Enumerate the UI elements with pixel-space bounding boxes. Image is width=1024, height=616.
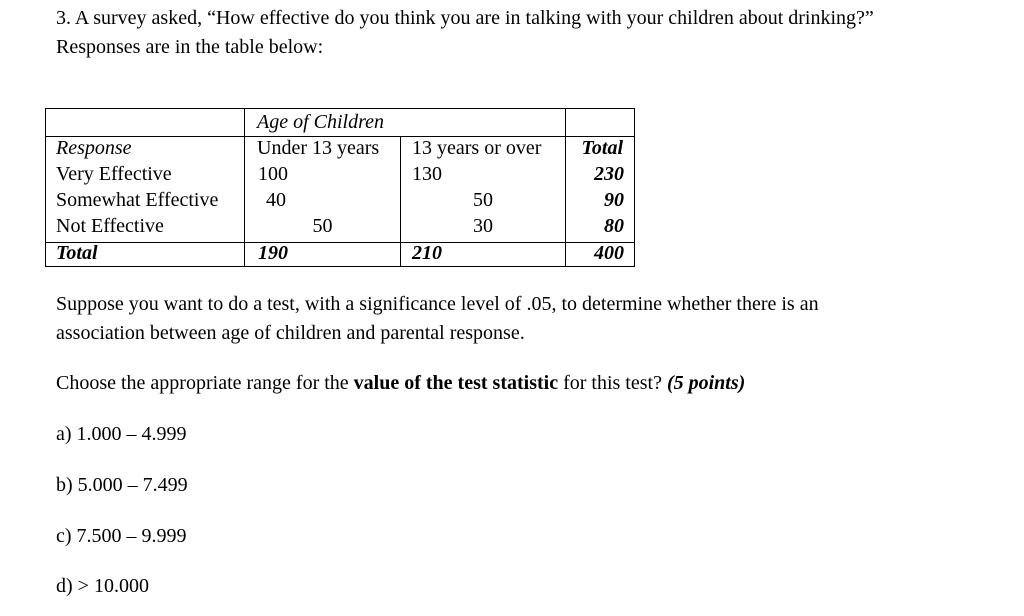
prompt-mid: for this test? <box>558 372 667 394</box>
choice-d[interactable]: d) > 10.000 <box>56 575 149 597</box>
points-label: (5 points) <box>666 372 746 394</box>
table-header-over13: 13 years or over <box>412 137 542 159</box>
table-cell-under13: 100 <box>258 163 288 185</box>
table-row-label: Not Effective <box>56 215 164 237</box>
table-cell-total: 80 <box>604 215 624 237</box>
table-header-total: Total <box>581 137 623 159</box>
table-total-label: Total <box>56 242 98 264</box>
table-cell-under13: 40 <box>266 189 286 211</box>
table-row-label: Very Effective <box>56 163 172 185</box>
table-cell-total: 230 <box>594 163 624 185</box>
table-cell-over13: 50 <box>473 189 493 211</box>
prompt-prefix: Choose the appropriate range for the <box>56 372 354 394</box>
table-cell-over13: 30 <box>473 215 493 237</box>
instruction-text-line1: Suppose you want to do a test, with a significance level of .05, to determine whether there is an <box>56 293 819 315</box>
prompt-text <box>56 369 745 398</box>
table-border-top <box>45 108 635 109</box>
table-header-response: Response <box>56 137 132 159</box>
contingency-table <box>45 108 635 267</box>
table-group-header: Age of Children <box>257 111 385 133</box>
table-row-label: Somewhat Effective <box>56 189 219 211</box>
table-header-under13: Under 13 years <box>257 137 380 159</box>
question-text-line1: 3. A survey asked, “How effective do you think you are in talking with your children about drinking?” <box>56 7 874 29</box>
table-cell-over13: 130 <box>412 163 442 185</box>
instruction-text-line2: association between age of children and parental response. <box>56 322 525 344</box>
table-border-bottom <box>45 266 635 267</box>
table-cell-under13: 50 <box>312 215 333 237</box>
table-col-divider-1 <box>244 108 245 267</box>
table-rule-mid <box>45 242 635 243</box>
table-total-grand: 400 <box>594 242 624 264</box>
table-total-over13: 210 <box>412 242 442 264</box>
choice-a[interactable]: a) 1.000 – 4.999 <box>56 423 187 445</box>
table-border-left <box>45 108 46 267</box>
table-total-under13: 190 <box>258 242 288 264</box>
table-border-right <box>634 108 635 267</box>
table-cell-total: 90 <box>604 189 624 211</box>
prompt-emphasis: value of the test statistic <box>353 372 559 394</box>
choice-c[interactable]: c) 7.500 – 9.999 <box>56 525 187 547</box>
choice-b[interactable]: b) 5.000 – 7.499 <box>56 474 188 496</box>
question-text-line2: Responses are in the table below: <box>56 36 324 58</box>
